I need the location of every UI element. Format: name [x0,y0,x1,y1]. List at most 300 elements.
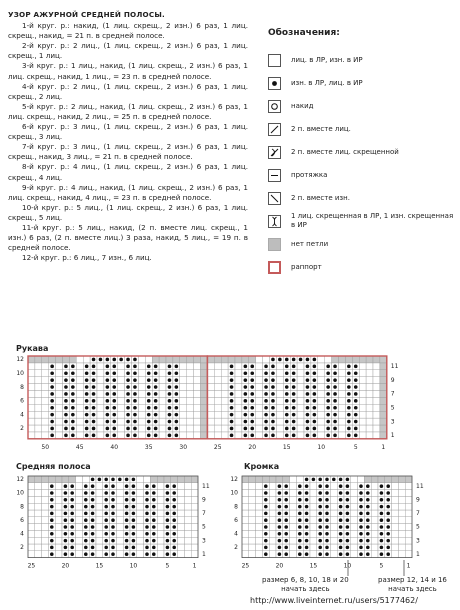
dot-mark [166,539,170,543]
dot-mark [333,406,337,410]
dot-mark [71,399,75,403]
dot-mark [284,484,288,488]
chart-cell [405,524,412,531]
dot-mark [292,406,296,410]
dot-mark [132,546,136,550]
dot-mark [85,365,89,369]
dot-mark [70,518,74,522]
dot-mark [386,505,390,509]
chart-cell [371,476,378,483]
dot-mark [125,478,129,482]
dot-mark [152,498,156,502]
dot-mark [85,427,89,431]
chart-cell [221,363,228,370]
dot-mark [126,406,130,410]
dot-mark [250,399,254,403]
dot-mark [313,434,317,438]
chart-cell [339,370,346,377]
chart-cell [366,356,373,363]
dot-mark [380,512,384,516]
chart-cell [364,476,371,483]
dot-mark [278,512,282,516]
dot-mark [50,420,54,424]
chart-cell [35,524,42,531]
dot-mark [133,392,137,396]
dot-mark [154,434,158,438]
chart-cell [249,490,256,497]
y-tick-label: 11 [416,482,424,490]
dot-mark [306,365,310,369]
chart-cell [178,524,185,531]
dot-mark [71,434,75,438]
dot-mark [145,518,149,522]
dot-mark [250,434,254,438]
chart-cell [138,404,145,411]
chart-cell [318,391,325,398]
dot-mark [152,484,156,488]
dot-mark [91,512,95,516]
chart-cell [137,524,144,531]
chart-cell [180,411,187,418]
y-tick-label: 8 [20,503,24,511]
chart-cell [256,510,263,517]
chart-cell [191,496,198,503]
chart-cell [351,530,358,537]
dot-mark [85,406,89,410]
dot-mark [50,498,54,502]
dot-mark [84,512,88,516]
dot-mark [99,358,103,362]
dot-mark [230,406,234,410]
chart-cell [97,370,104,377]
chart-cell [207,356,214,363]
y-tick-label: 2 [234,544,238,552]
chart-cell [116,551,123,558]
chart-cell [297,425,304,432]
chart-cell [310,537,317,544]
dot-mark [85,399,89,403]
chart-cell [76,544,83,551]
chart-cell [405,490,412,497]
dot-mark [339,525,343,529]
dot-mark [346,539,350,543]
dot-mark [292,413,296,417]
dot-mark [168,365,172,369]
dot-mark [284,518,288,522]
chart-cell [351,503,358,510]
chart-cell [42,551,49,558]
dot-mark [325,546,329,550]
chart-cell [330,530,337,537]
dot-mark [264,406,268,410]
instruction-row: 10-й круг. р.: 5 лиц., (1 лиц. скрещ., 2 изн.) 6 раз, 1 лиц. скрещ., 5 лиц. [8,202,248,222]
chart-cell [214,356,221,363]
chart-cell [256,490,263,497]
dot-mark [111,525,115,529]
chart-cell [290,510,297,517]
dot-mark [306,385,310,389]
y-tick-label: 10 [16,489,24,497]
dot-mark [230,371,234,375]
chart-cell [269,490,276,497]
chart-cell [339,356,346,363]
dot-mark [333,413,337,417]
dot-mark [292,371,296,375]
chart-cell [318,384,325,391]
y-tick-label: 4 [20,411,24,419]
dot-mark [175,413,179,417]
chart-cell [310,544,317,551]
dot-mark [106,358,110,362]
dot-mark [230,378,234,382]
dot-mark [271,399,275,403]
dot-mark [325,505,329,509]
chart-cell [242,537,249,544]
chart-cell [249,530,256,537]
chart-cell [310,530,317,537]
dot-mark [313,392,317,396]
chart-cell [137,530,144,537]
dot-mark [354,399,358,403]
chart-cell [371,551,378,558]
dot-mark [152,552,156,556]
chart-cell [249,503,256,510]
dot-mark [172,512,176,516]
dot-mark [305,552,309,556]
y-tick-label: 7 [202,510,206,518]
dot-mark [91,546,95,550]
dot-mark [64,434,68,438]
dot-mark [152,546,156,550]
chart-cell [242,490,249,497]
chart-cell [405,544,412,551]
chart-cell [242,510,249,517]
chart-cell [351,510,358,517]
chart-cell [55,537,62,544]
dot-mark [244,385,248,389]
chart-cell [187,404,194,411]
chart-cell [398,551,405,558]
chart-cell [184,510,191,517]
legend-item: 2 п. вместе лиц. скрещенной [268,142,458,162]
chart-cell [178,544,185,551]
chart-cell [366,404,373,411]
chart-cell [276,404,283,411]
y-tick-label: 7 [390,390,395,398]
chart-cell [178,551,185,558]
y-tick-label: 7 [416,510,420,518]
chart-cell [380,432,387,439]
chart-cell [76,530,83,537]
chart-cell [118,391,125,398]
dot-mark [271,385,275,389]
chart-cell [221,356,228,363]
dot-mark [71,385,75,389]
dot-mark [92,420,96,424]
chart-cell [96,517,103,524]
chart-cell [256,483,263,490]
dot-mark [284,552,288,556]
chart-cell [339,363,346,370]
chart-cell [366,432,373,439]
dot-mark [70,498,74,502]
dot-mark [305,525,309,529]
chart-cell [28,418,35,425]
dot-mark [112,392,116,396]
y-tick-label: 5 [416,523,420,531]
chart-cell [76,483,83,490]
dot-mark [305,532,309,536]
chart-cell [242,496,249,503]
dot-mark [133,378,137,382]
chart-cell [194,370,201,377]
chart-cell [214,363,221,370]
chart-cell [398,537,405,544]
chart-cell [221,370,228,377]
dot-mark [278,358,282,362]
chart-cell [398,530,405,537]
chart-cell [55,496,62,503]
chart-cell [276,418,283,425]
chart-cell [116,483,123,490]
chart-cell [405,510,412,517]
dot-mark [306,434,310,438]
chart-cell [35,404,42,411]
dot-mark [292,434,296,438]
dot-mark [359,552,363,556]
chart-cell [28,425,35,432]
chart-cell [184,537,191,544]
chart-cell [392,517,399,524]
chart-cell [398,490,405,497]
chart-cell [56,404,63,411]
chart-cell [201,397,208,404]
dot-mark [104,498,108,502]
dot-mark [133,371,137,375]
chart-cell [96,503,103,510]
chart-cell [351,544,358,551]
chart-cell [42,404,49,411]
chart-cell [42,490,49,497]
chart-cell [318,432,325,439]
x-tick-label: 1 [381,443,386,451]
dot-mark [339,505,343,509]
chart-cell [184,476,191,483]
chart-cell [269,496,276,503]
dot-mark [244,399,248,403]
chart-cell [351,476,358,483]
chart-cell [137,544,144,551]
dot-mark [84,498,88,502]
dot-mark [104,512,108,516]
chart-cell [97,377,104,384]
chart-cell [42,510,49,517]
dot-mark [292,392,296,396]
dot-mark [264,420,268,424]
dot-mark [278,539,282,543]
dot-mark [366,546,370,550]
chart-cell [318,397,325,404]
chart-cell [28,483,35,490]
chart-cell [269,517,276,524]
chart-cell [159,432,166,439]
dot-mark [132,484,136,488]
chart-cell [297,432,304,439]
chart-cell [150,476,157,483]
dot-mark [333,392,337,396]
chart-cell [380,391,387,398]
dot-mark [84,539,88,543]
dot-mark [359,498,363,502]
dot-mark [104,532,108,536]
dot-mark [250,385,254,389]
chart-cell [187,432,194,439]
dot-mark [333,385,337,389]
dot-mark [244,434,248,438]
x-tick-label: 15 [282,443,291,451]
chart-cell [371,496,378,503]
dot-mark [50,365,54,369]
chart-cell [55,551,62,558]
dot-mark [313,371,317,375]
chart-cell [118,363,125,370]
dot-mark [326,385,330,389]
dot-mark [125,525,129,529]
dot-mark [230,420,234,424]
y-tick-label: 9 [416,496,420,504]
dot-mark [346,525,350,529]
dot-mark [318,498,322,502]
dot-mark [91,484,95,488]
dot-mark [175,385,179,389]
chart-cell [178,517,185,524]
chart-cell [310,503,317,510]
dot-mark [132,505,136,509]
chart-cell [332,356,339,363]
chart-cell [371,510,378,517]
y-tick-label: 12 [230,476,238,484]
dot-mark [91,498,95,502]
chart-cell [214,370,221,377]
dot-mark [285,427,289,431]
dot-mark [85,413,89,417]
legend-item: 1 лиц. скрещенная в ЛР, 1 изн. скрещенная в ИР [268,211,458,231]
dot-mark [339,532,343,536]
dot-mark [64,392,68,396]
dot-mark [70,491,74,495]
dot-mark [298,552,302,556]
chart-cell [159,411,166,418]
dot-mark [305,518,309,522]
chart-cell [56,356,63,363]
chart-cell [76,432,83,439]
chart-cell [201,356,208,363]
chart-cell [290,544,297,551]
dot-mark [264,505,268,509]
dot-mark [313,365,317,369]
dot-mark [126,392,130,396]
dot-mark [50,427,54,431]
dot-mark [264,546,268,550]
chart-cell [359,384,366,391]
y-tick-label: 9 [202,496,206,504]
chart-cell [28,404,35,411]
chart-cell [191,530,198,537]
chart-cell [201,384,208,391]
chart-cell [138,370,145,377]
chart-cell [392,490,399,497]
chart-cell [35,530,42,537]
chart-cell [249,483,256,490]
dot-mark [325,498,329,502]
dot-mark [326,427,330,431]
chart-cell [371,490,378,497]
chart-cell [249,537,256,544]
chart-cell [398,496,405,503]
dot-mark [50,552,54,556]
dot-mark [168,371,172,375]
chart-cell [28,544,35,551]
instruction-row: 3-й круг. р.: 1 лиц., накид, (1 лиц. скрещ., 2 изн.) 6 раз, 1 лиц. скрещ., накид, 1 лиц., = 23 п. в средней полосе. [8,61,248,81]
dot-mark [154,392,158,396]
dot-mark [346,518,350,522]
dot-mark [230,365,234,369]
chart-cell [269,503,276,510]
y-tick-label: 6 [20,516,24,524]
instruction-row: 11-й круг. р.: 5 лиц., накид, (2 п. вместе лиц. скрещ., 1 изн.) 6 раз, (2 п. вместе лиц.) 3 раза, накид, 5 лиц., = 19 п. в средней полосе. [8,222,248,253]
chart-cell [351,517,358,524]
dot-mark [70,505,74,509]
chart-cell [56,418,63,425]
dot-mark [244,371,248,375]
dot-mark [318,546,322,550]
dot-mark [230,392,234,396]
dot-mark [133,434,137,438]
dot-mark [133,399,137,403]
dot-mark [152,512,156,516]
dot-mark [50,413,54,417]
dot-mark [50,539,54,543]
chart-cell [35,370,42,377]
chart-cell [35,377,42,384]
dot-mark [333,365,337,369]
dot-mark [347,413,351,417]
chart-cell [97,391,104,398]
chart-cell [339,418,346,425]
dot-mark [298,512,302,516]
chart-cell [76,397,83,404]
chart-cell [76,537,83,544]
chart-cell [28,490,35,497]
chart-cell [256,544,263,551]
y-tick-label: 3 [202,537,206,545]
dot-mark [347,392,351,396]
dot-mark [264,539,268,543]
dot-mark [333,427,337,431]
dot-mark [264,552,268,556]
dot-mark [285,413,289,417]
chart-cell [138,384,145,391]
chart-cell [276,425,283,432]
chart-cell [339,432,346,439]
dot-mark [354,434,358,438]
chart-cell [207,377,214,384]
dot-mark [64,498,68,502]
dot-mark [278,505,282,509]
dot-mark [366,532,370,536]
chart-cell [221,391,228,398]
chart-cell [35,510,42,517]
